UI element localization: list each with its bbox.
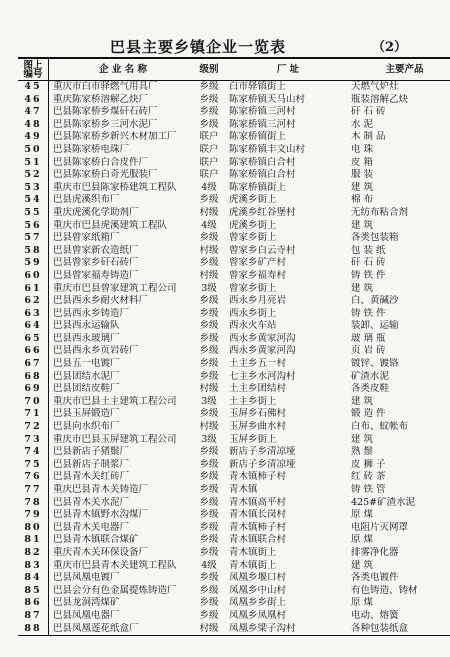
cell-enterprise-name: 巴县曾家乡矸石砖厂 (53, 257, 139, 269)
cell-level: 乡级 (199, 106, 219, 118)
cell-level: 3级 (201, 282, 217, 294)
cell-number: 55 (18, 207, 49, 220)
cell-level: 乡级 (199, 484, 219, 495)
cell-enterprise-name: 巴县青木镇野水沟煤厂 (53, 509, 149, 521)
cell-product: 镀锌、镀铬 (351, 358, 399, 370)
cell-address: 西永火车站 (229, 320, 277, 332)
cell-address: 陈家桥镇街上 (229, 181, 287, 193)
table-row (18, 257, 450, 270)
table-row (18, 459, 450, 472)
cell-product: 建 筑 (351, 395, 374, 407)
column-header-address: 厂 址 (225, 58, 347, 81)
cell-enterprise-name: 巴县西永乡铸造厂 (53, 307, 130, 319)
cell-number: 68 (18, 371, 49, 384)
cell-address: 青木镇柿子村 (229, 471, 287, 483)
cell-enterprise-name: 重庆市白市驿燃气用具厂 (53, 81, 158, 92)
cell-address: 曾家乡矿产村 (229, 257, 287, 269)
cell-address: 玉屏乡曲水村 (229, 421, 287, 433)
table-row (18, 522, 450, 535)
cell-number: 88 (18, 623, 49, 636)
cell-number: 71 (18, 408, 49, 421)
table-row (18, 245, 450, 258)
cell-level: 联户 (199, 156, 219, 168)
cell-enterprise-name: 巴县陈家桥电珠厂 (53, 143, 130, 155)
cell-enterprise-name: 巴县曾家福寿铸造厂 (53, 269, 139, 281)
cell-number: 85 (18, 585, 49, 598)
table-row (18, 471, 450, 484)
cell-product: 建 筑 (351, 559, 374, 571)
table-row (18, 81, 450, 94)
cell-number: 60 (18, 270, 49, 283)
cell-number: 45 (18, 81, 49, 94)
cell-enterprise-name: 巴县向水织布厂 (53, 421, 120, 433)
cell-enterprise-name: 巴县团结水泥厂 (53, 370, 120, 382)
cell-address: 青木镇街上 (229, 559, 277, 571)
cell-enterprise-name: 巴县青木关电器厂 (53, 521, 130, 533)
cell-level: 村级 (199, 383, 219, 395)
cell-enterprise-name: 重庆市巴县土主建筑工程公司 (53, 395, 177, 407)
cell-level: 3级 (201, 395, 217, 407)
cell-level: 乡级 (199, 332, 219, 344)
cell-number: 87 (18, 610, 49, 623)
page-title: 巴县主要乡镇企业一览表 (110, 38, 287, 56)
cell-product: 建 筑 (351, 219, 374, 231)
cell-level: 乡级 (199, 345, 219, 357)
table-row (18, 270, 450, 283)
cell-level: 乡级 (199, 81, 219, 92)
cell-enterprise-name: 巴县西永运输队 (53, 320, 120, 332)
cell-enterprise-name: 巴县团结皮鞋厂 (53, 383, 120, 395)
cell-number: 46 (18, 94, 49, 107)
table-row (18, 572, 450, 585)
cell-number: 82 (18, 547, 49, 560)
table-row (18, 119, 450, 132)
cell-enterprise-name: 巴县陈家桥乡三河水泥厂 (53, 118, 158, 130)
table-row (18, 383, 450, 396)
cell-level: 乡级 (199, 118, 219, 130)
cell-level: 乡级 (199, 458, 219, 470)
cell-level: 乡级 (199, 307, 219, 319)
cell-product: 装卸、运输 (351, 320, 399, 332)
table-row (18, 232, 450, 245)
cell-number: 54 (18, 194, 49, 207)
cell-enterprise-name: 巴县龙洞湾煤矿 (53, 597, 120, 609)
cell-level: 4级 (201, 181, 217, 193)
cell-address: 青木镇街上 (229, 546, 277, 558)
cell-product: 矸 石 砖 (351, 106, 386, 118)
cell-product: 天燃气炉灶 (351, 81, 399, 92)
cell-level: 村级 (199, 244, 219, 256)
cell-enterprise-name: 巴县虎溪织布厂 (53, 194, 120, 206)
cell-address: 青木镇柿子村 (229, 521, 287, 533)
cell-number: 72 (18, 421, 49, 434)
cell-address: 青木镇联合村 (229, 534, 287, 546)
cell-address: 土主乡五一村 (229, 358, 287, 370)
cell-level: 乡级 (199, 257, 219, 269)
table-row (18, 220, 450, 233)
cell-address: 玉屏乡石佛村 (229, 408, 287, 420)
cell-enterprise-name: 巴县新店子猪鬃厂 (53, 446, 130, 458)
cell-enterprise-name: 重庆虎溪化学助剂厂 (53, 206, 139, 218)
cell-product: 425#矿渣水泥 (351, 496, 416, 508)
cell-address: 西永乡街上 (229, 307, 277, 319)
cell-number: 56 (18, 220, 49, 233)
table-row (18, 585, 450, 598)
cell-product: 原 煤 (351, 534, 374, 546)
cell-level: 乡级 (199, 597, 219, 609)
cell-product: 各类电镀件 (351, 572, 399, 584)
table-row (18, 106, 450, 119)
cell-number: 78 (18, 497, 49, 510)
cell-level: 乡级 (199, 584, 219, 596)
table-row (18, 144, 450, 157)
cell-level: 乡级 (199, 521, 219, 533)
cell-product: 电 珠 (351, 143, 374, 155)
cell-level: 乡级 (199, 295, 219, 307)
table-row (18, 358, 450, 371)
cell-enterprise-name: 重庆市巴县青木关建筑工程队 (53, 559, 177, 571)
cell-enterprise-name: 巴县凤凰莲花纸盒厂 (49, 623, 194, 636)
cell-number: 80 (18, 522, 49, 535)
cell-number: 63 (18, 308, 49, 321)
cell-address: 土主乡团结村 (229, 383, 287, 395)
cell-product: 皮 箱 (351, 156, 374, 168)
cell-number: 83 (18, 560, 49, 573)
cell-enterprise-name: 巴县西永乡耐火材料厂 (53, 295, 149, 307)
cell-enterprise-name: 巴县西永玻璃厂 (53, 332, 120, 344)
cell-enterprise-name: 巴县陈家桥乡煤矸石砖厂 (53, 106, 158, 118)
table-row (18, 308, 450, 321)
cell-enterprise-name: 巴县青木关红砖厂 (53, 471, 130, 483)
table-row (18, 434, 450, 447)
cell-address: 虎溪乡红谷堡村 (229, 206, 296, 218)
cell-number: 69 (18, 383, 49, 396)
cell-number: 49 (18, 131, 49, 144)
table-row (18, 597, 450, 610)
cell-level: 乡级 (199, 194, 219, 206)
cell-level: 乡级 (199, 320, 219, 332)
cell-product: 水 泥 (351, 118, 374, 130)
enterprise-table (18, 57, 450, 636)
cell-product: 瓶装溶解乙炔 (351, 93, 409, 105)
cell-product: 玻 璃 瓶 (351, 332, 386, 344)
table-row (18, 283, 450, 296)
cell-enterprise-name: 巴县曾家新农造纸厂 (53, 244, 139, 256)
cell-address: 新店子乡清凉垭 (229, 446, 296, 458)
cell-address: 曾家乡街上 (229, 232, 277, 244)
cell-level: 乡级 (199, 546, 219, 558)
cell-address: 青木镇 (229, 484, 258, 495)
cell-product: 矸 石 砖 (351, 257, 386, 269)
cell-product: 电动、熔簧 (351, 609, 399, 621)
cell-number: 74 (18, 446, 49, 459)
cell-number: 66 (18, 345, 49, 358)
cell-product: 红 砖 茶 (351, 471, 386, 483)
cell-number: 51 (18, 157, 49, 170)
cell-level: 乡级 (199, 471, 219, 483)
cell-level: 3级 (201, 433, 217, 445)
cell-level: 乡级 (199, 609, 219, 621)
table-row (18, 484, 450, 497)
cell-number: 47 (18, 106, 49, 119)
cell-address: 陈家桥镇白合村 (229, 156, 296, 168)
cell-product: 原 煤 (351, 597, 374, 609)
table-row (18, 194, 450, 207)
cell-enterprise-name: 重庆青木关环保设备厂 (53, 546, 149, 558)
cell-number: 65 (18, 333, 49, 346)
table-row (18, 509, 450, 522)
cell-address: 曾家乡福寿村 (229, 269, 287, 281)
cell-enterprise-name: 巴县新店子制浆厂 (53, 458, 130, 470)
cell-product: 原 煤 (351, 509, 374, 521)
table-row (18, 94, 450, 107)
cell-enterprise-name: 巴县陈家桥白合皮件厂 (53, 156, 149, 168)
cell-product: 包 装 纸 (351, 244, 386, 256)
cell-level: 乡级 (199, 358, 219, 370)
cell-level: 村级 (199, 269, 219, 281)
cell-address: 凤凰乡中山村 (229, 584, 287, 596)
table-row (18, 547, 450, 560)
cell-product: 木 制 品 (351, 131, 386, 143)
table-row (18, 320, 450, 333)
cell-product: 页 岩 砖 (351, 345, 386, 357)
table-row (18, 446, 450, 459)
cell-number: 70 (18, 396, 49, 409)
cell-enterprise-name: 重庆市巴县玉屏建筑工程公司 (53, 433, 177, 445)
cell-level: 村级 (193, 623, 225, 636)
cell-address: 凤凰乡凤凰村 (229, 609, 287, 621)
table-row (18, 345, 450, 358)
cell-address: 土主乡街上 (229, 395, 277, 407)
table-row (18, 497, 450, 510)
cell-enterprise-name: 巴县青木关水泥厂 (53, 496, 130, 508)
cell-level: 乡级 (199, 370, 219, 382)
cell-number: 57 (18, 232, 49, 245)
cell-number: 59 (18, 257, 49, 270)
cell-number: 86 (18, 597, 49, 610)
cell-enterprise-name: 巴县西永乡页岩砖厂 (53, 345, 139, 357)
table-row (18, 371, 450, 384)
table-row (18, 610, 450, 623)
cell-address: 凤凰乡堰口村 (229, 572, 287, 584)
table-row (18, 131, 450, 144)
cell-product: 棉 布 (351, 194, 374, 206)
table-row (18, 421, 450, 434)
cell-address: 陈家桥镇丰文山村 (229, 143, 306, 155)
cell-enterprise-name: 巴县曾家纸箱厂 (53, 232, 120, 244)
cell-address: 玉屏乡街上 (229, 433, 277, 445)
cell-number: 75 (18, 459, 49, 472)
page-number: （2） (372, 40, 408, 55)
cell-address: 西永乡黄家河沟 (229, 332, 296, 344)
cell-number: 77 (18, 484, 49, 497)
cell-level: 联户 (199, 131, 219, 143)
cell-product: 建 筑 (351, 181, 374, 193)
cell-level: 联户 (199, 169, 219, 181)
cell-product: 有色铸造、铸材 (351, 584, 418, 596)
table-row (18, 157, 450, 170)
cell-enterprise-name: 重庆市巴县曾家建筑工程公司 (53, 282, 177, 294)
cell-product: 白、黄碱沙 (351, 295, 399, 307)
cell-level: 乡级 (199, 446, 219, 458)
cell-product: 矿渣水泥 (351, 370, 390, 382)
cell-enterprise-name: 巴县玉屏锻造厂 (53, 408, 120, 420)
table-row (18, 396, 450, 409)
column-header-name: 企 业 名 称 (49, 58, 194, 81)
cell-level: 乡级 (199, 509, 219, 521)
column-header-level: 级别 (193, 58, 225, 81)
column-header-number: 图上 编号 (18, 58, 49, 81)
cell-address: 虎溪乡街上 (229, 219, 277, 231)
cell-number: 67 (18, 358, 49, 371)
cell-enterprise-name: 巴县五一电镀厂 (53, 358, 120, 370)
cell-address: 陈家桥镇三河村 (229, 118, 296, 130)
table-header-row (18, 58, 450, 81)
cell-number: 79 (18, 509, 49, 522)
cell-address: 新店子乡清凉垭 (229, 458, 296, 470)
cell-number: 50 (18, 144, 49, 157)
cell-number: 64 (18, 320, 49, 333)
cell-number: 61 (18, 283, 49, 296)
table-row (18, 560, 450, 573)
table-row (18, 182, 450, 195)
table-body (18, 81, 450, 636)
cell-level: 乡级 (199, 496, 219, 508)
cell-number: 48 (18, 119, 49, 132)
cell-product: 铸 铁 件 (351, 307, 386, 319)
cell-number: 81 (18, 534, 49, 547)
cell-product: 锻 造 件 (351, 408, 386, 420)
cell-product: 建 筑 (351, 282, 374, 294)
cell-level: 乡级 (199, 93, 219, 105)
cell-product: 铸 铁 管 (351, 484, 386, 495)
cell-address: 虎溪乡街上 (229, 194, 277, 206)
cell-enterprise-name: 重庆市巴县虎溪建筑工程队 (53, 219, 168, 231)
cell-product: 各类皮鞋 (351, 383, 390, 395)
table-row (18, 333, 450, 346)
cell-enterprise-name: 巴县会分有色金属提炼铸造厂 (53, 584, 177, 596)
cell-address: 凤凰乡乡街上 (229, 597, 287, 609)
cell-enterprise-name: 巴县凤凰电器厂 (53, 609, 120, 621)
cell-number: 52 (18, 169, 49, 182)
table-row (18, 534, 450, 547)
cell-product: 排雾净化器 (351, 546, 399, 558)
cell-address: 曾家乡白云寺村 (229, 244, 296, 256)
cell-address: 西永乡黄家河沟 (229, 345, 296, 357)
cell-number: 84 (18, 572, 49, 585)
cell-address: 陈家桥镇白合村 (229, 169, 296, 181)
cell-product: 铸 铁 件 (351, 269, 386, 281)
cell-level: 村级 (199, 206, 219, 218)
cell-address: 青木镇高平村 (229, 496, 287, 508)
cell-level: 乡级 (199, 408, 219, 420)
cell-enterprise-name: 重庆陈家桥溶解乙炔厂 (53, 93, 149, 105)
cell-product: 各类包装箱 (351, 232, 399, 244)
cell-address: 七主乡水河沟村 (229, 370, 296, 382)
cell-address: 陈家桥镇街上 (229, 131, 287, 143)
cell-level: 乡级 (199, 572, 219, 584)
table-row (18, 169, 450, 182)
cell-enterprise-name: 重庆市巴县陈家桥建筑工程队 (53, 181, 177, 193)
table-row (18, 295, 450, 308)
cell-level: 乡级 (199, 534, 219, 546)
cell-address: 陈家桥镇三河村 (229, 106, 296, 118)
cell-enterprise-name: 重庆巴县青木关铸造厂 (53, 484, 149, 495)
cell-product: 无纺布粘合剂 (351, 206, 409, 218)
cell-address: 凤凰乡梁子沟村 (225, 623, 347, 636)
cell-number: 76 (18, 471, 49, 484)
cell-address: 陈家桥镇天马山村 (229, 93, 306, 105)
cell-product: 白布、蚊帐布 (351, 421, 409, 433)
table-row (18, 207, 450, 220)
cell-level: 4级 (201, 559, 217, 571)
cell-product: 服 装 (351, 169, 374, 181)
cell-enterprise-name: 巴县陈家桥白奇光服装厂 (53, 169, 158, 181)
cell-level: 乡级 (199, 232, 219, 244)
cell-number: 53 (18, 182, 49, 195)
cell-product: 电阻片灭网罩 (351, 521, 409, 533)
cell-enterprise-name: 巴县陈家桥乡新兴木材加工厂 (53, 131, 177, 143)
cell-product: 各种包装纸盒 (347, 623, 450, 636)
cell-product: 熟 鬃 (351, 446, 374, 458)
cell-product: 建 筑 (351, 433, 374, 445)
cell-level: 4级 (201, 219, 217, 231)
table-row (18, 623, 450, 636)
cell-enterprise-name: 巴县凤凰电镀厂 (53, 572, 120, 584)
cell-address: 西永乡月亮岩 (229, 295, 287, 307)
cell-number: 62 (18, 295, 49, 308)
column-header-product: 主要产品 (347, 58, 450, 81)
table-row (18, 408, 450, 421)
cell-address: 白市驿镇街上 (229, 81, 287, 92)
cell-address: 曾家乡街上 (229, 282, 277, 294)
cell-level: 联户 (199, 143, 219, 155)
cell-enterprise-name: 巴县青木镇联合煤矿 (53, 534, 139, 546)
cell-number: 73 (18, 434, 49, 447)
cell-level: 村级 (199, 421, 219, 433)
cell-address: 青木镇长岗村 (229, 509, 287, 521)
cell-product: 皮 狮 子 (351, 458, 386, 470)
cell-number: 58 (18, 245, 49, 258)
